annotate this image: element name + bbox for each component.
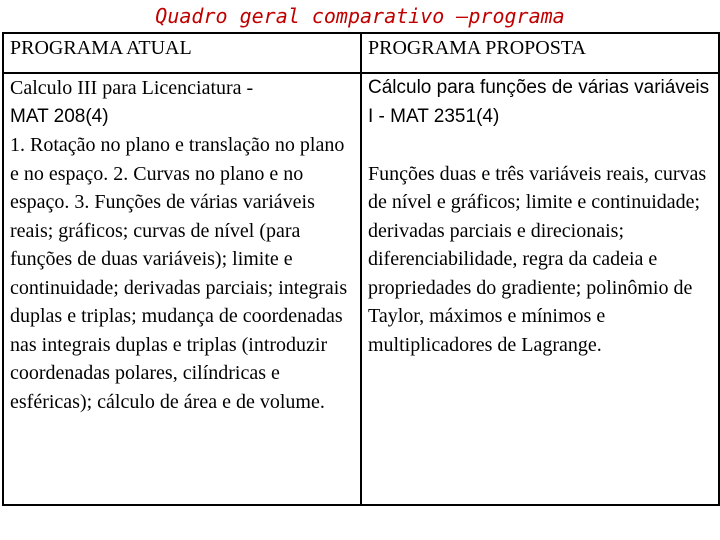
atual-course-code: MAT 208(4) xyxy=(10,105,109,127)
proposta-syllabus-text: Funções duas e três variáveis reais, curvas de nível e gráficos; limite e continuidade; derivadas parciais e direcionais; diferenciabilidade, regra da cadeia e propriedades do gradiente; polinômio de Taylor, máximos e mínimos e multiplicadores de Lagrange. xyxy=(368,162,707,356)
spacer xyxy=(368,131,712,160)
atual-course-name: Calculo III para Licenciatura - xyxy=(10,77,254,99)
header-programa-proposta: PROGRAMA PROPOSTA xyxy=(361,33,719,73)
header-programa-atual: PROGRAMA ATUAL xyxy=(3,33,361,73)
proposta-course-heading: Cálculo para funções de várias variáveis I - MAT 2351(4) xyxy=(368,77,710,127)
cell-programa-proposta xyxy=(361,73,719,505)
cell-programa-atual xyxy=(3,73,361,505)
comparison-table xyxy=(2,32,720,506)
slide-title: Quadro geral comparativo –programa xyxy=(155,4,565,28)
table-header-row xyxy=(3,33,719,73)
table-body-row xyxy=(3,73,719,505)
atual-syllabus-text: 1. Rotação no plano e translação no plano e no espaço. 2. Curvas no plano e no espaço. 3. Funções de várias variáveis reais; gráficos; curvas de nível (para funções de duas variáveis); limite e continuidade; derivadas parciais; integrais duplas e triplas; mudança de coordenadas nas integrais duplas e triplas (introduzir coordenadas polares, cilíndricas e esféricas); cálculo de área e de volume. xyxy=(10,134,348,413)
